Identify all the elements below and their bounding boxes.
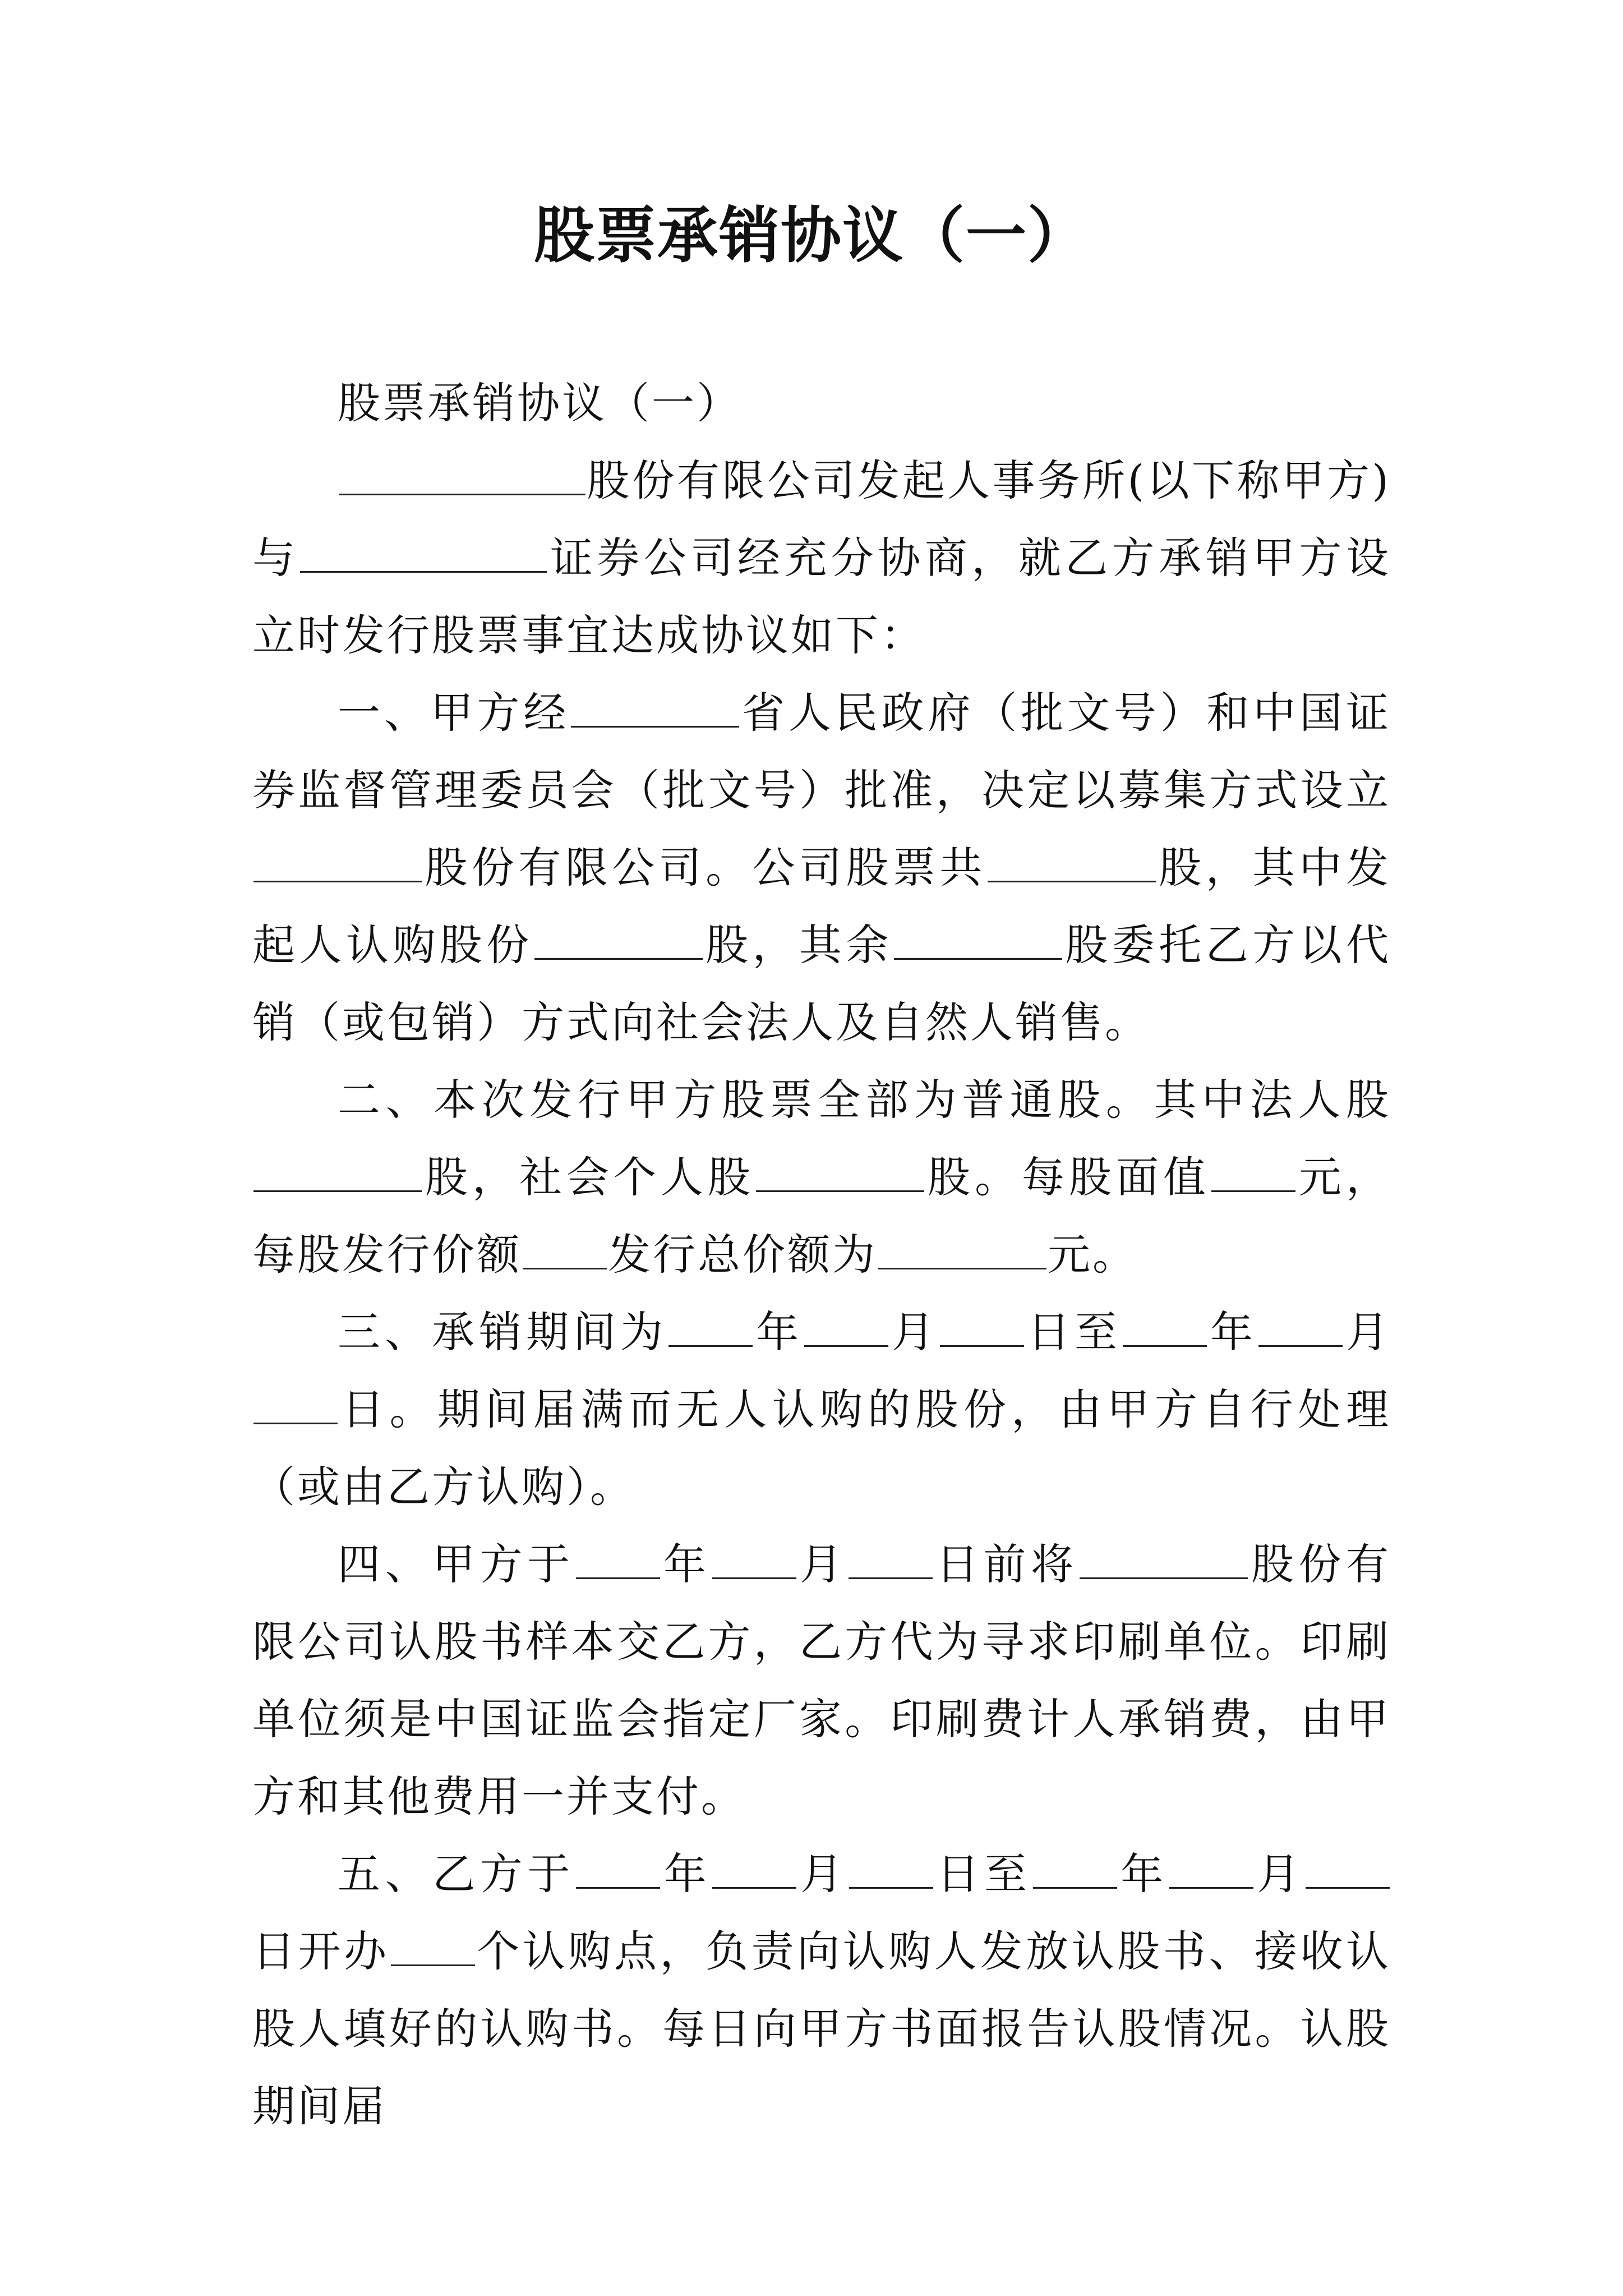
clause-4-month: 月 [797,1539,847,1589]
blank-field [339,460,585,495]
blank-field [988,847,1156,882]
blank-field [668,1312,753,1347]
clause-5 [252,1835,1391,2145]
clause-4-year: 年 [661,1539,711,1589]
clause-1-text-b: 省人民政府（批文号）和中国证券监督管理委员会（批文号）批准，决定以募集方式设立 [252,688,1391,815]
clause-5-day-to: 日至 [934,1849,1032,1899]
clause-3-day-to: 日至 [1025,1307,1122,1357]
clause-2 [252,1061,1391,1294]
clause-3-text-a: 三、承销期间为 [338,1307,667,1357]
blank-field [1080,1544,1248,1579]
clause-2-text-c: 股。每股面值 [925,1152,1210,1202]
clause-5-year-1: 年 [661,1849,712,1899]
clause-3-text-b: 日。期间届满而无人认购的股份，由甲方自行处理（或由乙方认购）。 [252,1384,1391,1512]
blank-field [894,924,1062,960]
clause-3 [252,1294,1391,1526]
blank-field [1258,1312,1343,1347]
intro-text-2: 证券公司经充分协商，就乙方承销甲方设立时发行股票事宜达成协议如下： [252,533,1391,660]
blank-field [1169,1853,1253,1889]
blank-field [849,1544,933,1579]
blank-field [878,1234,1046,1269]
clause-5-text-b: 开办 [298,1926,390,1976]
blank-field [804,1312,888,1347]
clause-1-text-e: 股，其余 [703,920,893,970]
intro-paragraph [252,442,1391,674]
document-body [252,365,1391,2145]
clause-1-text-f: 股委托乙方以代销（或包销）方式向社会法人及自然人销售。 [252,920,1391,1047]
subtitle-text: 股票承销协议（一） [338,378,741,428]
clause-5-month-1: 月 [797,1849,848,1899]
clause-4 [252,1526,1391,1835]
blank-field [523,1234,607,1269]
clause-2-text-b: 股，社会个人股 [423,1152,755,1202]
blank-field [1211,1157,1295,1192]
clause-5-text-a: 五、乙方于 [338,1849,575,1899]
clause-1-text-a: 一、甲方经 [338,688,570,738]
document-subtitle [252,365,1391,442]
clause-3-year-1: 年 [754,1307,803,1357]
document-title: 股票承销协议（一） [533,200,1089,271]
blank-field [534,924,703,960]
blank-field [1306,1853,1390,1889]
blank-field [391,1931,475,1966]
clause-2-text-d: 元，每股发行价额 [252,1152,1391,1280]
clause-3-month-2: 月 [1344,1307,1391,1357]
clause-5-year-2: 年 [1118,1849,1168,1899]
clause-4-text-b: 日前将 [933,1539,1078,1589]
blank-field [1123,1312,1207,1347]
blank-field [253,1389,338,1424]
blank-field [571,692,739,728]
clause-4-text-a: 四、甲方于 [338,1539,575,1589]
clause-5-text-c: 个认购点，负责向认购人发放认股书、接收认股人填好的认购书。每日向甲方书面报告认股情况。认股期间届 [252,1926,1391,2131]
clause-2-text-e: 发行总价额为 [608,1230,877,1280]
clause-2-text-a: 二、本次发行甲方股票全部为普通股。其中法人股 [338,1075,1391,1125]
clause-2-text-f: 元。 [1048,1230,1137,1280]
blank-field [940,1312,1024,1347]
blank-field [253,847,422,882]
intro-text-1: 股份有限公司发起人事务所(以下称甲方)与 [252,455,1391,583]
blank-field [576,1544,660,1579]
clause-3-year-2: 年 [1208,1307,1257,1357]
clause-4-text-c: 股份有限公司认股书样本交乙方，乙方代为寻求印刷单位。印刷单位须是中国证监会指定厂家。印刷费计人承销费，由甲方和其他费用一并支付。 [252,1539,1391,1821]
clause-3-month-1: 月 [889,1307,939,1357]
clause-1 [252,674,1391,1061]
blank-field [576,1853,660,1889]
blank-field [300,537,547,573]
blank-field [712,1544,796,1579]
blank-field [253,1157,422,1192]
clause-1-text-c: 股份有限公司。公司股票共 [423,843,986,892]
clause-1-text-d: 股，其中发起人认购股份 [252,843,1391,970]
blank-field [712,1853,796,1889]
clause-5-month-2: 月 [1254,1849,1304,1899]
blank-field [849,1853,933,1889]
clause-5-day: 日 [252,1926,298,1976]
blank-field [756,1157,924,1192]
blank-field [1033,1853,1117,1889]
